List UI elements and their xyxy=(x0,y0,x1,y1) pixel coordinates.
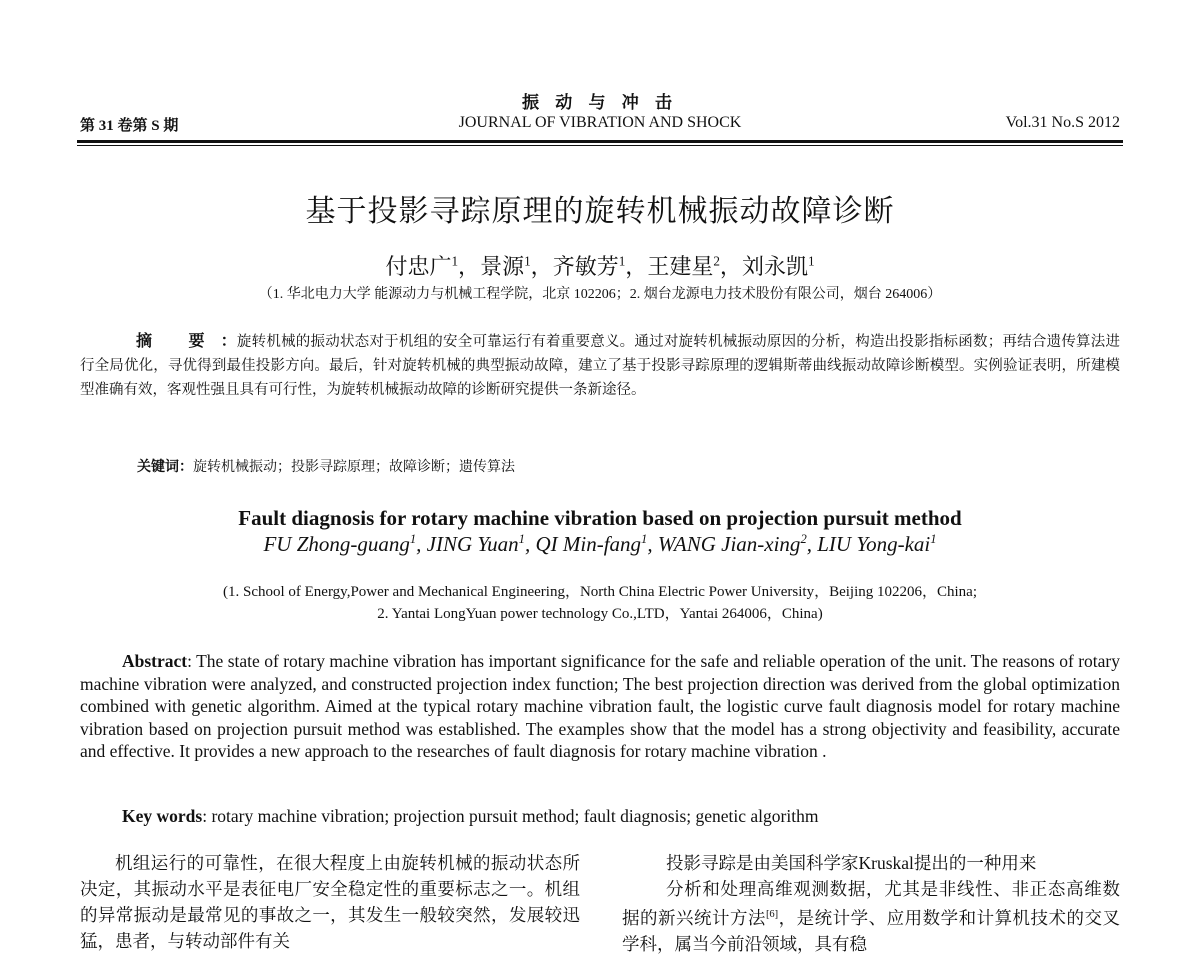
issue-cn: 第 31 卷第 S 期 xyxy=(80,118,179,134)
author-name: LIU Yong-kai xyxy=(817,532,931,556)
author-name: 刘永凯 xyxy=(741,254,808,279)
author-name: QI Min-fang xyxy=(535,532,642,556)
author-name: 齐敏芳 xyxy=(552,254,619,279)
author-affiliation-mark: 1 xyxy=(518,532,525,546)
abstract-text-en: : The state of rotary machine vibration has important significance for the safe and reliable operation of the unit. The reasons of rotary machine vibration were analyzed, and constructed projection index function; The best projection direction was derived from the global optimization combined with genetic algorithm. Aimed at the typical rotary machine vibration fault, the logistic curve fault diagnosis model for rotary machine vibration based on projection pursuit method was established. The examples show that the model has a strong objectivity and feasibility, accurate and effective. It provides a new approach to the researches of fault diagnosis for rotary machine vibration . xyxy=(80,651,1120,761)
author-separator: ， xyxy=(719,254,742,279)
author-affiliation-mark: 1 xyxy=(618,253,626,269)
abstract-label-cn: 摘 要 xyxy=(136,333,221,350)
author-separator: , xyxy=(524,532,536,556)
body-text: ，是统计学、应用数学和计算机技术的交叉学科，属当今前沿领域，具有稳 xyxy=(622,907,1121,954)
affiliation-en-line-2: 2. Yantai LongYuan power technology Co.,LTD，Yantai 264006，China) xyxy=(377,606,823,622)
author-affiliation-mark: 1 xyxy=(451,253,459,269)
keywords-text-en: : rotary machine vibration; projection pursuit method; fault diagnosis; genetic algorithm xyxy=(202,806,819,826)
author-separator: ， xyxy=(530,254,553,279)
author-name: 付忠广 xyxy=(385,254,452,279)
abstract-en xyxy=(80,650,1120,763)
author-affiliation-mark: 1 xyxy=(641,532,648,546)
author-name: 景源 xyxy=(480,254,525,279)
author-separator: , xyxy=(647,532,658,556)
body-paragraph xyxy=(622,876,1120,957)
issue-en: Vol.31 No.S 2012 xyxy=(1005,114,1120,131)
author-separator: , xyxy=(416,532,427,556)
author-separator: ， xyxy=(625,254,648,279)
body-paragraph: 投影寻踪是由美国科学家Kruskal提出的一种用来 xyxy=(666,853,1037,873)
author-affiliation-mark: 2 xyxy=(800,532,807,546)
abstract-text-cn: 旋转机械的振动状态对于机组的安全可靠运行有着重要意义。通过对旋转机械振动原因的分析，构造出投影指标函数；再结合遗传算法进行全局优化，寻优得到最佳投影方向。最后，针对旋转机械的典型振动故障，建立了基于投影寻踪原理的逻辑斯蒂曲线振动故障诊断模型。实例验证表明，所建模型准确有效，客观性强且具有可行性，为旋转机械振动故障的诊断研究提供一条新途径。 xyxy=(80,334,1120,398)
author-affiliation-mark: 1 xyxy=(930,532,937,546)
author-name: WANG Jian-xing xyxy=(657,532,801,556)
paper-title-en: Fault diagnosis for rotary machine vibration based on projection pursuit method xyxy=(238,506,962,530)
author-list-en xyxy=(0,532,1200,557)
author-name: 王建星 xyxy=(647,254,714,279)
body-text: 分析和处理高维观测数据，尤其是非线性、非正态高维数据的新兴统计方法 xyxy=(622,879,1120,928)
keywords-text-cn: 旋转机械振动；投影寻踪原理；故障诊断；遗传算法 xyxy=(193,460,515,475)
abstract-cn xyxy=(80,330,1120,402)
journal-name-en: JOURNAL OF VIBRATION AND SHOCK xyxy=(458,114,742,131)
header-rule-thick xyxy=(77,140,1123,143)
journal-name-cn: 振 动 与 冲 击 xyxy=(522,93,678,112)
citation-ref: [6] xyxy=(765,909,779,920)
abstract-label-en: Abstract xyxy=(122,651,188,671)
author-name: JING Yuan xyxy=(426,532,519,556)
affiliation-en-line-1: (1. School of Energy,Power and Mechanical Engineering，North China Electric Power University，Beijing 102206，China; xyxy=(222,584,977,600)
author-list-cn xyxy=(0,250,1200,281)
author-affiliation-mark: 1 xyxy=(409,532,417,546)
author-affiliation-mark: 1 xyxy=(524,253,531,269)
keywords-label-cn: 关键词： xyxy=(137,460,193,475)
author-affiliation-mark: 1 xyxy=(807,253,815,269)
abstract-colon-cn: ： xyxy=(220,333,237,350)
affiliation-cn: （1. 华北电力大学 能源动力与机械工程学院，北京 102206；2. 烟台龙源电力技术股份有限公司，烟台 264006） xyxy=(258,287,942,302)
keywords-label-en: Key words xyxy=(122,806,203,826)
body-column-left: 机组运行的可靠性，在很大程度上由旋转机械的振动状态所决定，其振动水平是表征电厂安全稳定性的重要标志之一。机组的异常振动是最常见的事故之一，其发生一般较突然，发展较迅猛，患者，与转动部件有关 xyxy=(80,853,580,951)
keywords-cn xyxy=(137,456,515,476)
keywords-en xyxy=(122,806,818,827)
author-name: FU Zhong-guang xyxy=(263,532,410,556)
header-rule-thin xyxy=(77,145,1123,146)
author-separator: ， xyxy=(458,254,481,279)
author-separator: , xyxy=(806,532,818,556)
paper-title-cn: 基于投影寻踪原理的旋转机械振动故障诊断 xyxy=(305,195,895,228)
author-affiliation-mark: 2 xyxy=(713,253,720,269)
body-column-right xyxy=(622,850,1120,957)
